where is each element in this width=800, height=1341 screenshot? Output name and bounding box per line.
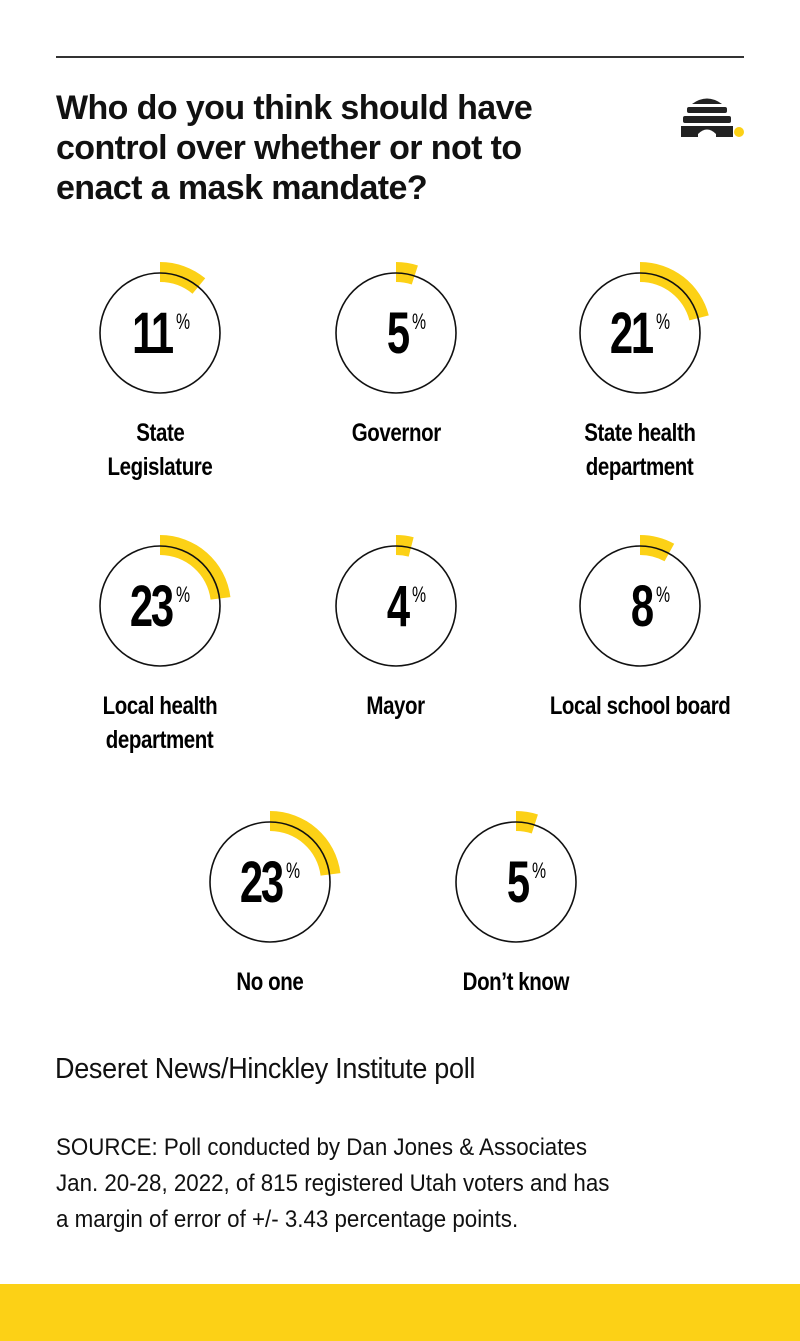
percent-value: 23	[239, 850, 282, 915]
beehive-logo-icon	[678, 94, 746, 140]
percent-value: 11	[132, 301, 172, 366]
percent-value: 5	[386, 301, 408, 366]
title-line: control over whether or not to	[56, 129, 522, 167]
label-line: department	[586, 453, 694, 481]
percent-symbol: %	[412, 309, 427, 334]
percent-symbol: %	[286, 858, 301, 883]
source-line: SOURCE: Poll conducted by Dan Jones & Associates	[56, 1134, 587, 1161]
percent-value: 23	[129, 574, 172, 639]
percent-symbol: %	[176, 582, 191, 607]
poll-credit: Deseret News/Hinckley Institute poll	[55, 1053, 476, 1085]
category-label	[520, 689, 760, 723]
title-line: Who do you think should have	[56, 89, 533, 127]
title-line: enact a mask mandate?	[56, 169, 428, 207]
label-line: No one	[236, 968, 304, 996]
label-line: State health	[584, 419, 696, 447]
source-note	[56, 1130, 763, 1238]
percent-value: 8	[630, 574, 652, 639]
category-label	[276, 689, 516, 723]
footer-accent-bar	[0, 1284, 800, 1341]
label-line: State	[135, 419, 185, 447]
category-label	[520, 416, 760, 484]
percent-symbol: %	[532, 858, 547, 883]
category-label	[276, 416, 516, 450]
top-rule	[56, 56, 744, 58]
category-label	[396, 965, 636, 999]
percent-symbol: %	[412, 582, 427, 607]
label-line: Don’t know	[462, 968, 570, 996]
label-line: Mayor	[366, 692, 426, 720]
label-line: Governor	[351, 419, 441, 447]
label-line: Local health	[102, 692, 218, 720]
percent-value: 4	[386, 574, 408, 639]
label-line: department	[106, 726, 214, 754]
percent-symbol: %	[656, 309, 671, 334]
category-label	[150, 965, 390, 999]
source-line: a margin of error of +/- 3.43 percentage points.	[56, 1206, 519, 1233]
percent-symbol: %	[176, 309, 191, 334]
percent-value: 21	[609, 301, 652, 366]
category-label	[40, 689, 280, 757]
label-line: Legislature	[107, 453, 213, 481]
percent-value: 5	[506, 850, 528, 915]
source-line: Jan. 20-28, 2022, of 815 registered Utah voters and has	[56, 1170, 610, 1197]
category-label	[40, 416, 280, 484]
percent-symbol: %	[656, 582, 671, 607]
chart-title	[56, 88, 616, 208]
label-line: Local school board	[549, 692, 731, 720]
